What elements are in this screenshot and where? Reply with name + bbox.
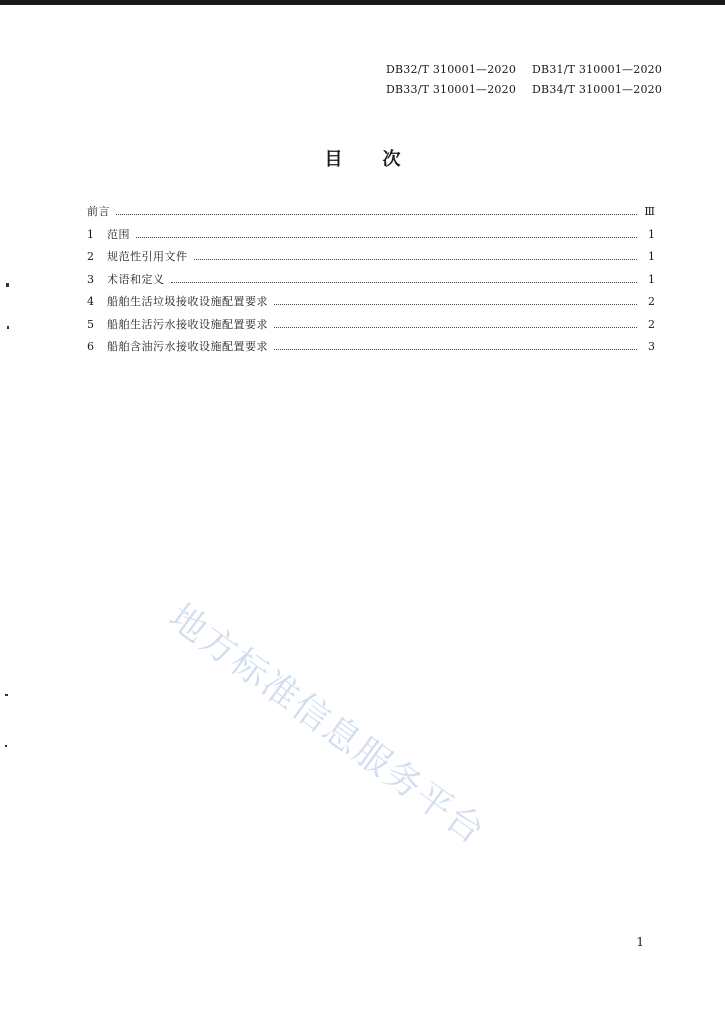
toc-number: 2 [87, 250, 94, 263]
table-of-contents [87, 203, 655, 361]
leader-dots [274, 327, 637, 328]
scan-mark [5, 694, 8, 696]
toc-page: 1 [648, 227, 655, 241]
toc-label: 船舶生活污水接收设施配置要求 [107, 317, 268, 331]
standard-numbers [386, 60, 662, 100]
standard-number: DB34/T 310001—2020 [532, 83, 663, 96]
scan-mark [6, 283, 9, 287]
watermark: 地方标准信息服务平台 [161, 596, 493, 854]
toc-entry-4[interactable] [87, 293, 655, 316]
toc-number: 6 [87, 340, 94, 353]
standard-row [386, 80, 662, 100]
toc-entry-2[interactable] [87, 248, 655, 271]
toc-entry-6[interactable] [87, 338, 655, 361]
standard-row [386, 60, 662, 80]
scan-mark [7, 326, 9, 329]
standard-number: DB33/T 310001—2020 [386, 83, 517, 96]
toc-entry-3[interactable] [87, 271, 655, 294]
toc-page: 2 [648, 295, 655, 308]
toc-page: Ⅲ [644, 205, 655, 218]
toc-number: 5 [87, 317, 94, 331]
leader-dots [116, 214, 637, 215]
page-title: 目次 [324, 149, 441, 170]
leader-dots [274, 304, 637, 305]
toc-entry-1[interactable] [87, 226, 655, 249]
toc-page: 1 [648, 272, 655, 286]
scan-mark [5, 745, 7, 747]
toc-label: 船舶含油污水接收设施配置要求 [107, 340, 268, 353]
toc-number: 1 [87, 227, 94, 241]
leader-dots [136, 237, 637, 238]
standard-number: DB32/T 310001—2020 [386, 63, 517, 76]
toc-label: 术语和定义 [107, 272, 165, 286]
top-rule [0, 0, 725, 5]
toc-number: 4 [87, 295, 94, 308]
leader-dots [194, 259, 638, 260]
toc-entry-preface[interactable] [87, 203, 655, 226]
toc-label: 船舶生活垃圾接收设施配置要求 [107, 295, 268, 308]
toc-page: 1 [648, 250, 655, 263]
page-number: 1 [636, 935, 644, 949]
toc-number: 3 [87, 272, 94, 286]
toc-entry-5[interactable] [87, 316, 655, 339]
leader-dots [171, 282, 638, 283]
toc-page: 2 [648, 317, 655, 331]
leader-dots [274, 349, 637, 350]
toc-label: 前言 [87, 205, 110, 218]
toc-label: 范围 [107, 227, 130, 241]
toc-label: 规范性引用文件 [107, 250, 188, 263]
standard-number: DB31/T 310001—2020 [532, 63, 663, 76]
toc-page: 3 [648, 340, 655, 353]
